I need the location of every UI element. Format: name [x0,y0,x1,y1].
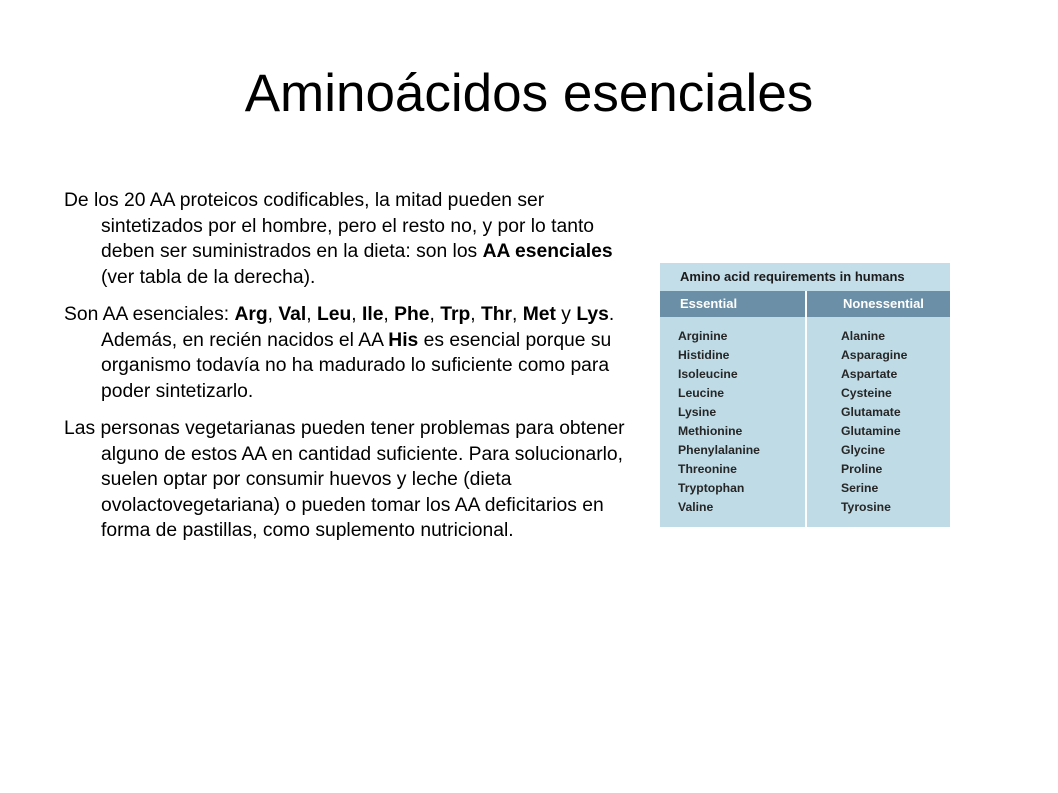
text-run: y [555,304,577,325]
amino-acid-item: Methionine [678,424,743,438]
amino-acid-item: Tryptophan [678,481,745,495]
text-run: , [267,304,279,325]
amino-acid-item: Proline [841,462,883,476]
text-run: , [470,304,481,325]
amino-acid-item: Glycine [841,443,886,457]
amino-acid-item: Serine [841,481,879,495]
text-run: , [383,304,395,325]
paragraph-vegetarian [64,416,642,544]
essential-header: Essential [680,296,738,311]
bold-term: Val [278,304,307,325]
bold-term: AA esenciales [482,241,613,262]
bold-term: His [388,329,419,351]
amino-acid-item: Phenylalanine [678,443,760,457]
body-text [64,188,642,556]
text-run: (ver tabla de la derecha). [101,266,316,288]
nonessential-list [841,327,907,517]
amino-acid-item: Isoleucine [678,367,738,381]
text-run: es esencial porque su organismo todavía no ha madurado lo suficiente como para poder sintetizarlo. [101,329,612,402]
paragraph-intro [64,188,642,290]
amino-acid-item: Leucine [678,386,725,400]
amino-acid-item: Histidine [678,348,730,362]
text-run: , [306,304,317,325]
bold-term: Leu [316,304,352,325]
bold-term: Arg [234,304,268,325]
bold-term: Lys [576,304,609,325]
text-run: , [429,304,441,325]
text-run: Son AA esenciales: [64,304,235,325]
amino-acid-item: Threonine [678,462,737,476]
bold-term: Met [522,304,556,325]
table-title: Amino acid requirements in humans [660,263,950,291]
text-run: De los 20 AA proteicos codificables, la mitad pueden ser sintetizados por el hombre, pero el resto no, y por lo tanto deben ser suministrados en la dieta: son los [64,190,595,262]
amino-acid-item: Glutamate [841,405,901,419]
slide-title: Aminoácidos esenciales [244,64,814,123]
amino-acid-table-image [660,263,950,527]
amino-acid-item: Glutamine [841,424,901,438]
bold-term: Phe [394,304,430,325]
text-run: . Además, en recién nacidos el AA [101,304,615,351]
amino-acid-item: Alanine [841,329,886,343]
nonessential-header: Nonessential [843,296,924,311]
bold-term: Ile [361,304,384,325]
amino-acid-item: Aspartate [841,367,898,381]
paragraph-essential-list [64,302,642,404]
essential-list [678,327,760,517]
bold-term: Thr [480,304,513,325]
amino-acid-item: Tyrosine [841,500,891,514]
amino-acid-item: Valine [678,500,714,514]
column-divider [805,291,807,527]
amino-acid-item: Arginine [678,329,728,343]
text-run: , [351,304,362,325]
amino-acid-item: Asparagine [841,348,908,362]
text-run: Las personas vegetarianas pueden tener problemas para obtener alguno de estos AA en cantidad suficiente. Para solucionarlo, suelen optar por consumir huevos y leche (dieta ovolactovegetariana) o pueden tomar los AA deficitarios en forma de pastillas, como suplemento nutricional. [64,418,625,541]
text-run: , [512,304,523,325]
bold-term: Trp [440,304,471,325]
amino-acid-item: Cysteine [841,386,892,400]
amino-acid-item: Lysine [678,405,717,419]
